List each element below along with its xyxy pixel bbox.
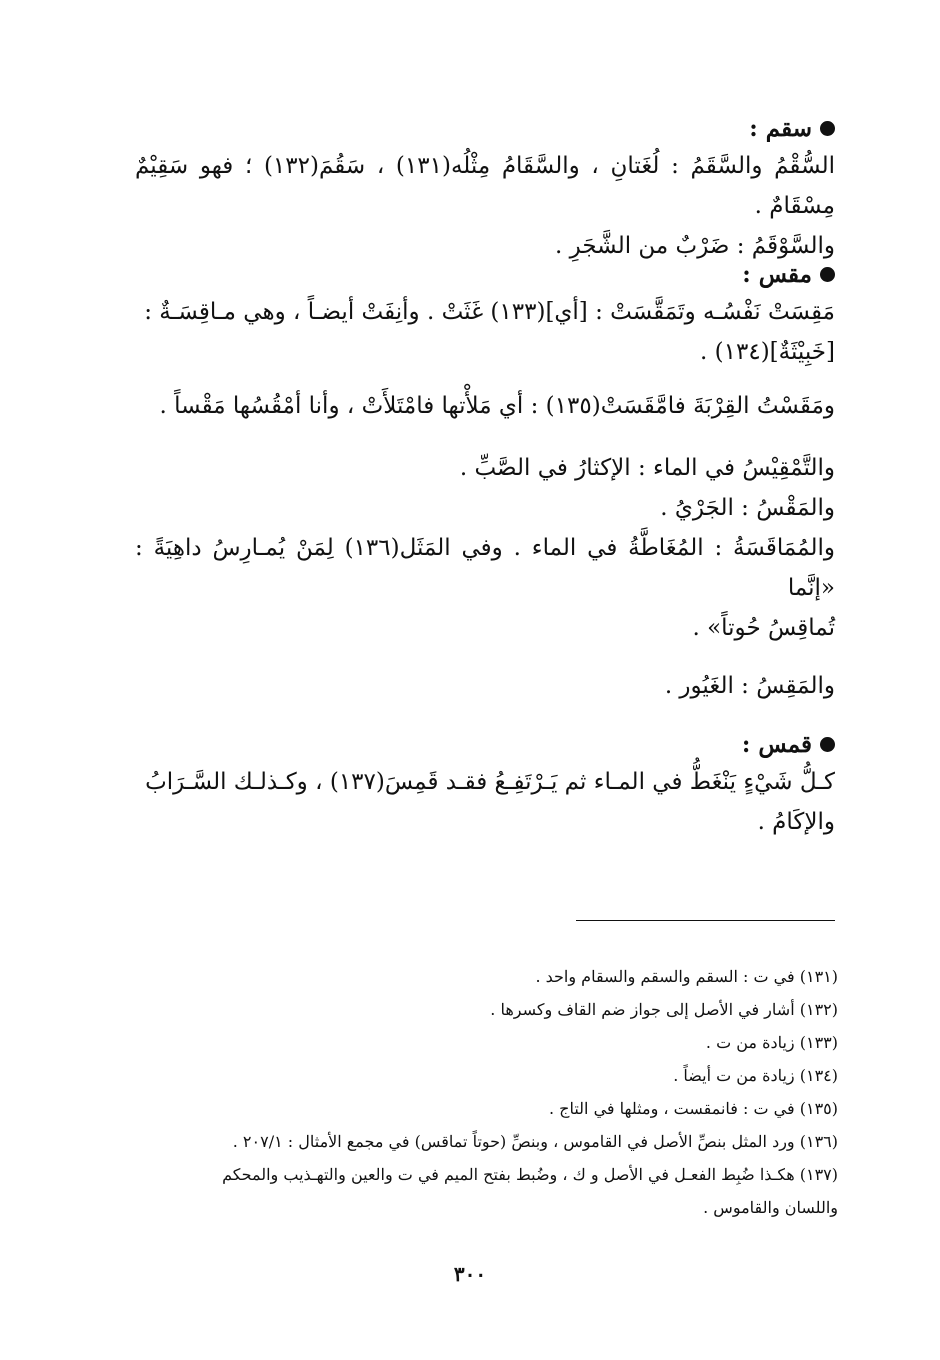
entry-line: ومَقَسْتُ القِرْبَةَ فامَّقَسَتْ(١٣٥) : أي مَلأْتها فامْتَلأَتْ ، وأنا أمْقُسُها مَقْساً . [159,393,835,419]
entry-heading-text: مقس : [742,261,812,288]
entry-line: والتَّمْقِيْسُ في الماء : الإكثارُ في الصَّبِّ . [459,455,835,481]
footnote: (١٣٥) في ت : فانمقست ، ومثلها في التاج . [548,1099,838,1118]
footnote: (١٣٦) ورد المثل بنصِّ الأصل في القاموس ، وبنصِّ (حوتاً تماقس) في مجمع الأمثال : ٢٠٧/١ . [232,1132,838,1151]
entry-line: والمَقْسُ : الجَرْيُ . [660,495,835,521]
entry-line: مَقِسَتْ نَفْسُـه وتَمَقَّسَتْ : [أي](١٣٣) غَثَتْ . وأنِفَتْ أيضـاً ، وهي مـاقِسَـةٌ : [144,299,835,325]
page-number: ٣٠٠ [453,1262,487,1286]
entry-heading [135,112,835,146]
entry-line: والمَقِسُ : الغَيُور . [664,673,835,699]
entry-line: كـلُّ شَيْءٍ يَنْغَطُّ في المـاء ثم يَـرْتَفِـعُ فقـد قَمِسَ(١٣٧) ، وكـذلـك السَّـرَابُ [145,769,835,795]
footnote: (١٣٧) هكـذا ضُبِط الفعـل في الأصل و ك ، وضُبط بفتح الميم في ت والعين والتهـذيب والمحكم [222,1165,838,1184]
entry-heading-text: سقم : [749,115,812,142]
footnotes [130,960,838,1224]
footnote: (١٣٤) زيادة من ت أيضاً . [673,1066,838,1085]
entry-line: والسَّوْقَمُ : ضَرْبٌ من الشَّجَرِ . [555,233,835,259]
entry-line: والمُمَاقَسَةُ : المُغَاطَّةُ في الماء . وفي المَثَل(١٣٦) لِمَنْ يُمـارِسُ داهِيَةً : «إنَّما [135,535,835,601]
bullet-icon [820,737,835,752]
footnote-divider [576,920,835,921]
entry-heading-text: قمس : [741,731,812,758]
entry-line: [خَبِيْثَةٌ](١٣٤) . [700,339,835,365]
entry-heading [135,258,835,292]
entry-saqm [135,112,835,266]
footnote: (١٣٢) أشار في الأصل إلى جواز ضم القاف وكسرها . [490,1000,838,1019]
entry-line: والإكَامُ . [757,809,835,835]
entry-maqs [135,258,835,706]
entry-line: تُماقِسُ حُوتاً» . [692,615,835,641]
bullet-icon [820,121,835,136]
entry-heading [135,728,835,762]
bullet-icon [820,267,835,282]
footnote: (١٣١) في ت : السقم والسقم والسقام واحد . [535,967,838,986]
footnote-continuation: واللسان والقاموس . [703,1198,838,1217]
footnote: (١٣٣) زيادة من ت . [705,1033,838,1052]
entry-qams [135,728,835,842]
entry-line: السُّقْمُ والسَّقَمُ : لُغَتانِ ، والسَّقَامُ مِثْلُه(١٣١) ، سَقُمَ(١٣٢) ؛ فهو سَقِيْمٌ مِسْقَامٌ . [135,153,835,219]
